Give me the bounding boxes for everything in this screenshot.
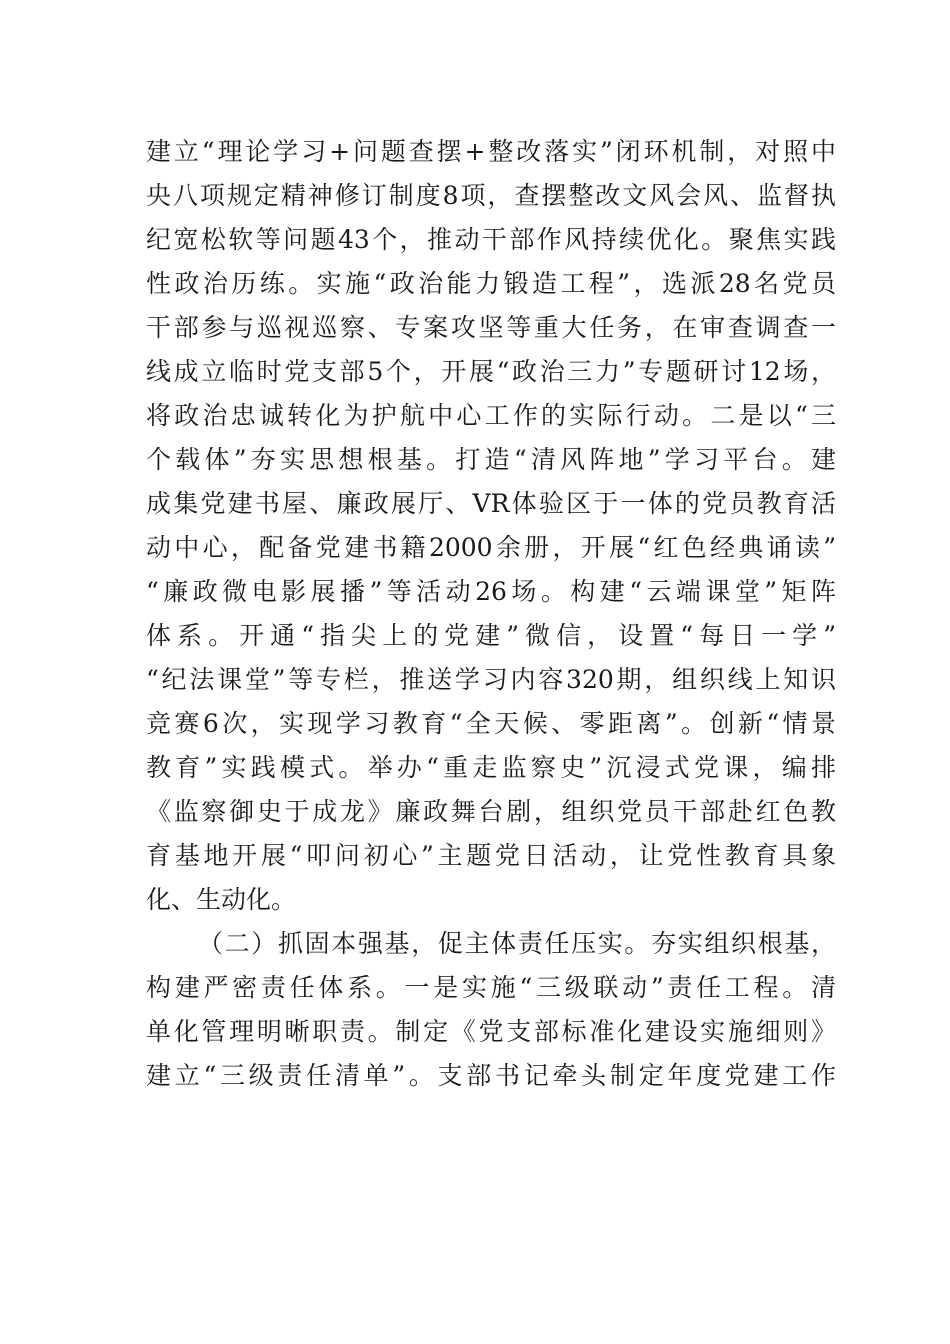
- text-line: 个载体”夯实思想根基。打造“清风阵地”学习平台。建: [146, 445, 836, 474]
- text-line: “纪法课堂”等专栏，推送学习内容320期，组织线上知识: [146, 665, 836, 694]
- text-line: 线成立临时党支部5个，开展“政治三力”专题研讨12场，: [146, 357, 836, 386]
- section-heading-line: （二）抓固本强基，促主体责任压实。夯实组织根基，: [198, 929, 836, 958]
- text-line: 将政治忠诚转化为护航中心工作的实际行动。二是以“三: [146, 401, 836, 430]
- text-line: 教育”实践模式。举办“重走监察史”沉浸式党课，编排: [146, 753, 836, 782]
- text-line: 竞赛6次，实现学习教育“全天候、零距离”。创新“情景: [146, 709, 836, 738]
- text-line: 化、生动化。: [146, 885, 297, 914]
- text-line: 体系。开通“指尖上的党建”微信，设置“每日一学”: [146, 621, 836, 650]
- text-line: 性政治历练。实施“政治能力锻造工程”，选派28名党员: [146, 269, 836, 298]
- text-line: 《监察御史于成龙》廉政舞台剧，组织党员干部赴红色教: [146, 797, 836, 826]
- text-line: 建立“三级责任清单”。支部书记牵头制定年度党建工作: [146, 1061, 836, 1090]
- text-line: 动中心，配备党建书籍2000余册，开展“红色经典诵读”: [146, 533, 836, 562]
- text-line: 构建严密责任体系。一是实施“三级联动”责任工程。清: [146, 973, 836, 1002]
- body-text: [146, 130, 836, 1098]
- text-line: “廉政微电影展播”等活动26场。构建“云端课堂”矩阵: [146, 577, 836, 606]
- text-line: 建立“理论学习+问题查摆+整改落实”闭环机制，对照中: [146, 137, 836, 166]
- text-line: 干部参与巡视巡察、专案攻坚等重大任务，在审查调查一: [146, 313, 836, 342]
- text-line: 单化管理明晰职责。制定《党支部标准化建设实施细则》: [146, 1017, 836, 1046]
- text-line: 成集党建书屋、廉政展厅、VR体验区于一体的党员教育活: [146, 489, 836, 518]
- text-line: 央八项规定精神修订制度8项，查摆整改文风会风、监督执: [146, 181, 836, 210]
- text-line: 纪宽松软等问题43个，推动干部作风持续优化。聚焦实践: [146, 225, 836, 254]
- text-line: 育基地开展“叩问初心”主题党日活动，让党性教育具象: [146, 841, 836, 870]
